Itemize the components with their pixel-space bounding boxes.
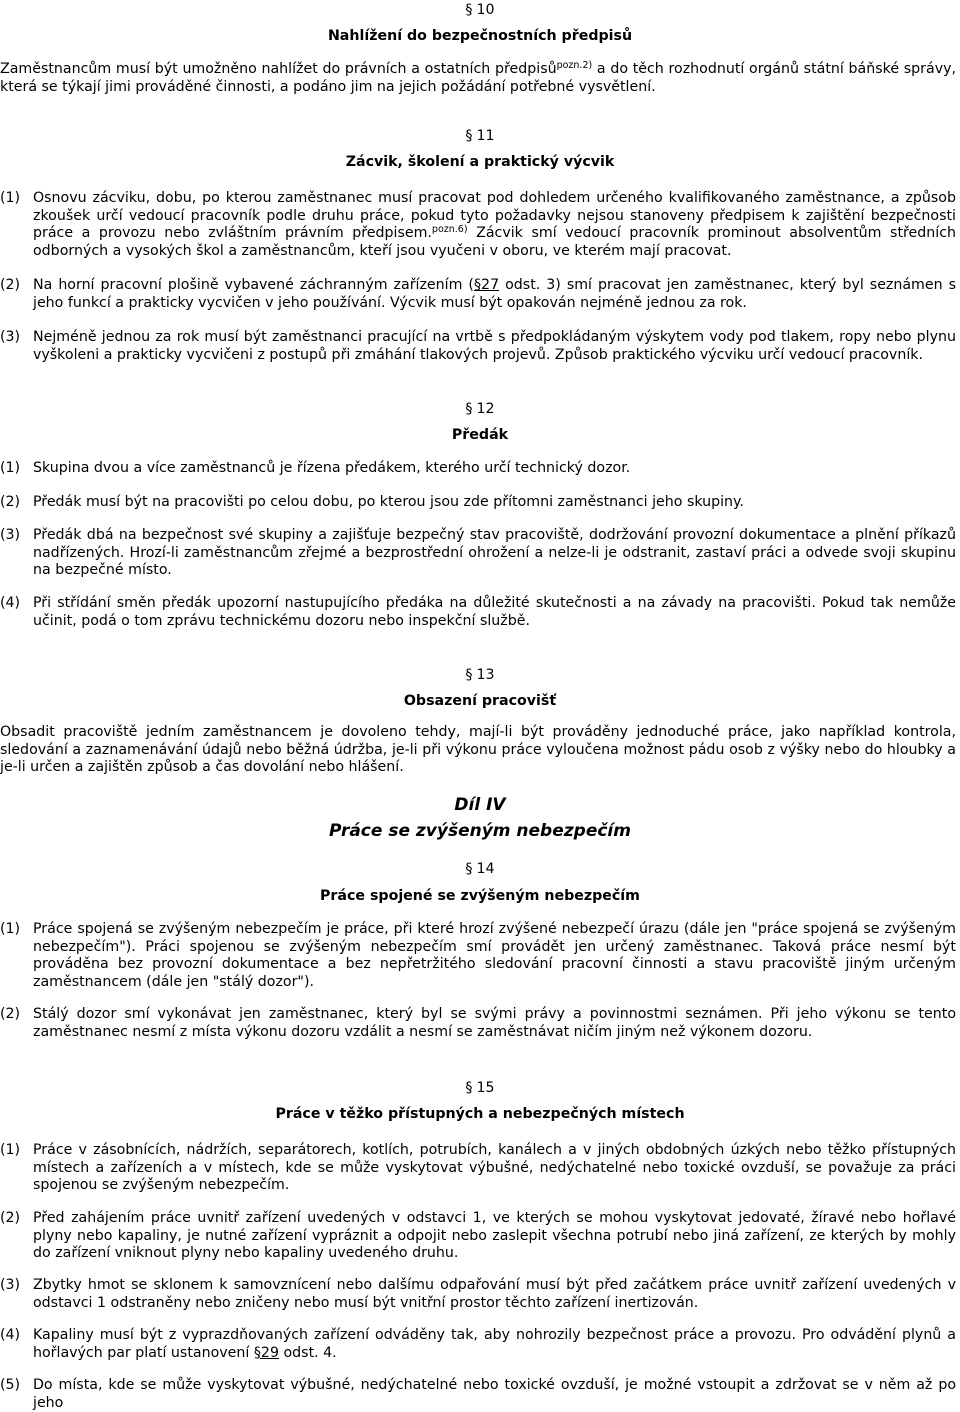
item-number: (4) (0, 1327, 21, 1343)
section-paragraph: Obsadit pracoviště jedním zaměstnancem je dovoleno tehdy, mají-li být prováděny jednoduché práce, jako například kontrola, sledování a zaznamenávání údajů nebo běžná údržba, je-li při výkonu práce vyloučena možnost pádu osob z výšky nebo do hloubky a je-li určen a zajištěn způsob a čas dovolání nebo hlášení. (0, 724, 956, 776)
item-number: (1) (0, 1142, 21, 1158)
section-link[interactable]: § 27 (474, 277, 499, 293)
item-number: (4) (0, 595, 21, 611)
section-title: Práce spojené se zvýšeným nebezpečím (320, 888, 640, 904)
section-title: Zácvik, školení a praktický výcvik (345, 154, 615, 170)
list-item (0, 494, 956, 512)
section-number: § 10 (0, 2, 960, 20)
item-text: Práce spojená se zvýšeným nebezpečím je práce, při které hrozí zvýšené nebezpečí úrazu (dále jen "práce spojená se zvýšeným nebezpečím"). Práci spojenou se zvýšeným nebezpečím smí provádět jen určený zaměstnanec. Taková práce nesmí být prováděna bez provozní dokumentace a bez nepřetržitého sledování pracovní činnosti a stavu pracoviště jiným určeným zaměstnancem (dále jen "stálý dozor"). (33, 921, 956, 990)
item-number: (3) (0, 527, 21, 543)
item-number: (2) (0, 277, 21, 293)
item-text: Osnovu zácviku, dobu, po kterou zaměstnanec musí pracovat pod dohledem určeného kvalifikovaného zaměstnance, a způsob zkoušek určí vedoucí pracovník podle druhu práce, pokud tyto požadavky nejsou stanoveny předpisem k zajištění bezpečnosti práce a provozu nebo zvláštním právním předpisem.$^{pozn.6)}$ Zácvik smí vedoucí pracovník prominout absolventům středních odborných a vysokých škol a zaměstnancům, kteří jsou vyučeni v oboru, ve kterém mají pracovat. (33, 190, 956, 259)
section-link[interactable]: § 29 (254, 1345, 279, 1361)
item-text: Při střídání směn předák upozorní nastupujícího předáka na důležité skutečnosti a na závady na pracovišti. Pokud tak nemůže učinit, podá o tom zprávu technickému dozoru nebo inspekční službě. (33, 595, 956, 629)
item-text: Na horní pracovní plošině vybavené záchranným zařízením (§ 27 odst. 3) smí pracovat jen zaměstnanec, který byl seznámen s jeho funkcí a prakticky vycvičen v jeho používání. Výcvik musí být opakován nejméně jednou za rok. (33, 277, 956, 312)
list-item (0, 595, 956, 630)
item-text: Předák musí být na pracovišti po celou dobu, po kterou jsou zde přítomni zaměstnanci jeho skupiny. (33, 494, 744, 510)
list-item (0, 1277, 956, 1312)
section-paragraph: Zaměstnancům musí být umožněno nahlížet do právních a ostatních předpisů$^{pozn.2)}$ a do těch rozhodnutí orgánů státní báňské správy, která se týkají jimi prováděné činnosti, a podáno jim na jejich požádání potřebné vysvětlení. (0, 60, 956, 95)
section-title: Předák (451, 427, 509, 443)
list-item (0, 190, 956, 260)
item-text: Do místa, kde se může vyskytovat výbušné, nedýchatelné nebo toxické ovzduší, je možné vstoupit a zdržovat se v něm až po jeho (33, 1377, 956, 1411)
section-number: § 12 (0, 401, 960, 419)
part-heading: Díl IV (454, 795, 506, 815)
item-text: Předák dbá na bezpečnost své skupiny a zajišťuje bezpečný stav pracoviště, dodržování provozní dokumentace a plnění příkazů nadřízených. Hrozí-li zaměstnancům zřejmé a bezprostřední ohrožení a nelze-li je odstranit, zastaví práci a odvede svoji skupinu na bezpečné místo. (33, 527, 956, 579)
item-number: (2) (0, 494, 21, 510)
item-number: (2) (0, 1006, 21, 1022)
section-number: § 11 (0, 128, 960, 146)
item-text: Kapaliny musí být z vyprazdňovaných zařízení odváděny tak, aby nohrozily bezpečnost práce a provozu. Pro odvádění plynů a hořlavých par platí ustanovení § 29 odst. 4. (33, 1327, 956, 1362)
list-item (0, 1327, 956, 1362)
item-number: (1) (0, 460, 21, 476)
item-text: Zbytky hmot se sklonem k samovznícení nebo dalšímu odpařování musí být před začátkem práce uvnitř zařízení uvedených v odstavci 1 odstraněny nebo zničeny nebo musí být vnitřní prostor těchto zařízení inertizován. (33, 1277, 956, 1311)
footnote-ref[interactable]: pozn.6) (431, 224, 468, 236)
list-item (0, 460, 956, 478)
item-number: (3) (0, 329, 21, 345)
section-number: § 15 (0, 1080, 960, 1098)
item-number: (1) (0, 921, 21, 937)
section-number: § 13 (0, 667, 960, 685)
item-number: (5) (0, 1377, 21, 1393)
item-text: Práce v zásobnících, nádržích, separátorech, kotlích, potrubích, kanálech a v jiných obdobných úzkých nebo těžko přístupných místech a zařízeních a v místech, kde se může vyskytovat výbušné, nedýchatelné nebo toxické ovzduší, se považuje za práci spojenou se zvýšeným nebezpečím. (33, 1142, 956, 1194)
item-text: Skupina dvou a více zaměstnanců je řízena předákem, kterého určí technický dozor. (33, 460, 631, 476)
list-item (0, 329, 956, 364)
item-number: (1) (0, 190, 21, 206)
footnote-ref[interactable]: pozn.2) (556, 60, 593, 71)
list-item (0, 1006, 956, 1041)
section-title: Nahlížení do bezpečnostních předpisů (327, 28, 633, 44)
item-text: Nejméně jednou za rok musí být zaměstnanci pracující na vrtbě s předpokládaným výskytem vody pod tlakem, ropy nebo plynu vyškoleni a prakticky vycvičeni z postupů při zmáhání tlakových projevů. Způsob praktického výcviku určí vedoucí pracovník. (33, 329, 956, 363)
item-number: (2) (0, 1210, 21, 1226)
section-number: § 14 (0, 861, 960, 879)
list-item (0, 921, 956, 991)
item-text: Stálý dozor smí vykonávat jen zaměstnanec, který byl se svými právy a povinnostmi seznámen. Při jeho výkonu se tento zaměstnanec nesmí z místa výkonu dozoru vzdálit a nesmí se zaměstnávat ničím jiným než výkonem dozoru. (33, 1006, 956, 1040)
list-item (0, 277, 956, 312)
list-item (0, 527, 956, 580)
item-text: Před zahájením práce uvnitř zařízení uvedených v odstavci 1, ve kterých se mohou vyskytovat jedovaté, žíravé nebo hořlavé plyny nebo kapaliny, je nutné zařízení vypráznit a odpojit nebo zaslepit všechna potrubí nebo jiná zařízení, ze kterých by mohly do zařízení vniknout plyny nebo kapaliny uvedeného druhu. (33, 1210, 956, 1262)
part-title: Práce se zvýšeným nebezpečím (329, 821, 631, 841)
list-item (0, 1142, 956, 1195)
item-number: (3) (0, 1277, 21, 1293)
section-title: Obsazení pracovišť (403, 693, 557, 709)
section-title: Práce v těžko přístupných a nebezpečných místech (275, 1106, 685, 1122)
list-item (0, 1210, 956, 1263)
